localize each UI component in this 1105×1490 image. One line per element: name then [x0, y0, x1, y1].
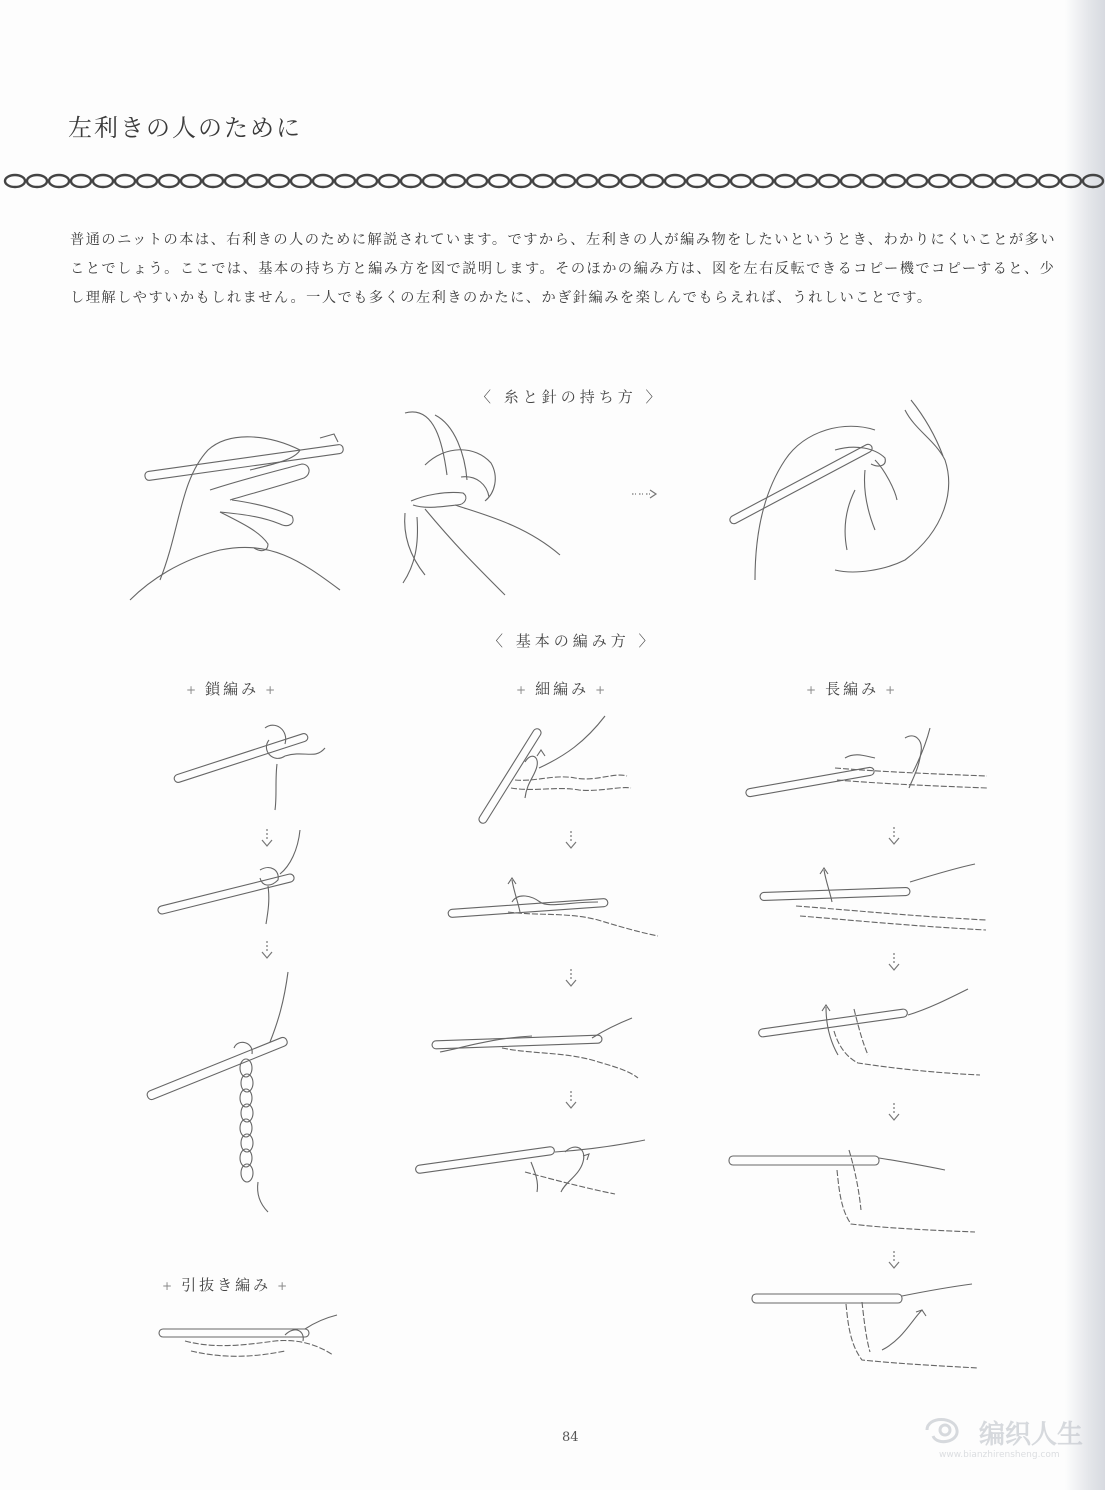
chain-link	[1061, 175, 1081, 187]
plus-icon: +	[277, 1279, 291, 1293]
chain-link	[93, 175, 113, 187]
chain-link	[1083, 175, 1103, 187]
chain-link	[995, 175, 1015, 187]
chain-link	[247, 175, 267, 187]
chain-link	[819, 175, 839, 187]
chain-step-3-diagram	[138, 972, 308, 1212]
chain-link	[973, 175, 993, 187]
chain-link	[907, 175, 927, 187]
chain-link	[115, 175, 135, 187]
slip-stitch-label: 引抜き編み	[181, 1276, 272, 1294]
single-step-2-diagram	[448, 872, 663, 952]
arrow-down-icon	[258, 940, 276, 962]
chain-link	[775, 175, 795, 187]
chain-link	[203, 175, 223, 187]
plus-icon: +	[186, 683, 200, 697]
chain-link	[885, 175, 905, 187]
arrow-down-icon	[562, 830, 580, 852]
double-crochet-heading	[800, 678, 904, 699]
double-crochet-label: 長編み	[825, 680, 880, 698]
plus-icon: +	[162, 1279, 176, 1293]
basics-heading: 〈 基本の編み方 〉	[488, 632, 658, 650]
single-step-4-diagram	[415, 1132, 645, 1207]
arrow-down-icon	[562, 968, 580, 990]
chain-link	[951, 175, 971, 187]
arrow-down-icon	[562, 1090, 580, 1112]
watermark-logo-icon	[919, 1410, 969, 1450]
hand-holding-yarn-illustration	[395, 405, 570, 595]
chain-stitch-label: 鎖編み	[205, 680, 260, 698]
double-step-2-diagram	[760, 862, 990, 942]
chain-link	[929, 175, 949, 187]
chain-link	[599, 175, 619, 187]
page-title: 左利きの人のために	[68, 114, 302, 142]
watermark-url: www.bianzhirensheng.com	[939, 1450, 1060, 1460]
hand-holding-hook-illustration	[120, 420, 380, 600]
double-step-3-diagram	[758, 985, 983, 1085]
chain-link	[291, 175, 311, 187]
double-step-1-diagram	[745, 728, 990, 808]
single-crochet-label: 細編み	[535, 680, 590, 698]
chain-link	[49, 175, 69, 187]
chain-link	[445, 175, 465, 187]
chain-link	[1017, 175, 1037, 187]
chain-link	[71, 175, 91, 187]
watermark-text: 编织人生	[979, 1420, 1084, 1450]
plus-icon: +	[806, 683, 820, 697]
page-number: 84	[562, 1430, 579, 1445]
intro-paragraph: 普通のニットの本は、右利きの人のために解説されています。ですから、左利きの人が編み物をしたいというとき、わかりにくいことが多いことでしょう。ここでは、基本の持ち方と編み方を図で説明します。そのほかの編み方は、図を左右反転できるコピー機でコピーすると、少し理解しやすいかもしれません。一人でも多くの左利きのかたに、かぎ針編みを楽しんでもらえれば、うれしいことです。	[70, 232, 1057, 306]
arrow-down-icon	[885, 952, 903, 974]
single-step-1-diagram	[455, 712, 635, 832]
plus-icon: +	[516, 683, 530, 697]
chain-link	[1039, 175, 1059, 187]
slip-stitch-diagram	[155, 1315, 340, 1385]
chain-link	[577, 175, 597, 187]
chain-link	[467, 175, 487, 187]
arrow-down-icon	[885, 1102, 903, 1124]
chain-link	[357, 175, 377, 187]
chain-step-1-diagram	[165, 720, 330, 810]
chain-divider	[0, 168, 1105, 194]
single-crochet-heading	[510, 678, 614, 699]
chain-link	[533, 175, 553, 187]
double-step-4-diagram	[725, 1140, 980, 1240]
chain-link	[511, 175, 531, 187]
hands-crocheting-illustration	[715, 400, 980, 585]
chain-link	[555, 175, 575, 187]
chain-link	[489, 175, 509, 187]
plus-icon: +	[265, 683, 279, 697]
chain-link	[379, 175, 399, 187]
chain-link	[665, 175, 685, 187]
chain-link	[269, 175, 289, 187]
chain-link	[797, 175, 817, 187]
chain-link	[181, 175, 201, 187]
chain-stitch-heading	[180, 678, 284, 699]
chain-link	[137, 175, 157, 187]
single-step-3-diagram	[432, 1008, 642, 1083]
chain-link	[687, 175, 707, 187]
arrow-down-icon	[885, 1250, 903, 1272]
chain-link	[27, 175, 47, 187]
chain-step-2-diagram	[150, 830, 315, 925]
plus-icon: +	[595, 683, 609, 697]
chain-link	[401, 175, 421, 187]
watermark	[919, 1406, 1099, 1470]
chain-link	[225, 175, 245, 187]
arrow-right-icon	[630, 488, 660, 500]
chain-link	[731, 175, 751, 187]
arrow-down-icon	[885, 826, 903, 848]
chain-link	[335, 175, 355, 187]
chain-link	[621, 175, 641, 187]
slip-stitch-heading	[156, 1274, 296, 1295]
chain-link	[841, 175, 861, 187]
chain-link	[709, 175, 729, 187]
chain-link	[313, 175, 333, 187]
chain-link	[643, 175, 663, 187]
plus-icon: +	[885, 683, 899, 697]
chain-link	[5, 175, 25, 187]
chain-link	[423, 175, 443, 187]
holding-heading: 〈 糸と針の持ち方 〉	[476, 388, 665, 406]
double-step-5-diagram	[752, 1280, 980, 1375]
chain-link	[863, 175, 883, 187]
chain-link	[753, 175, 773, 187]
chain-link	[159, 175, 179, 187]
page-gutter-shadow	[1065, 0, 1105, 1490]
